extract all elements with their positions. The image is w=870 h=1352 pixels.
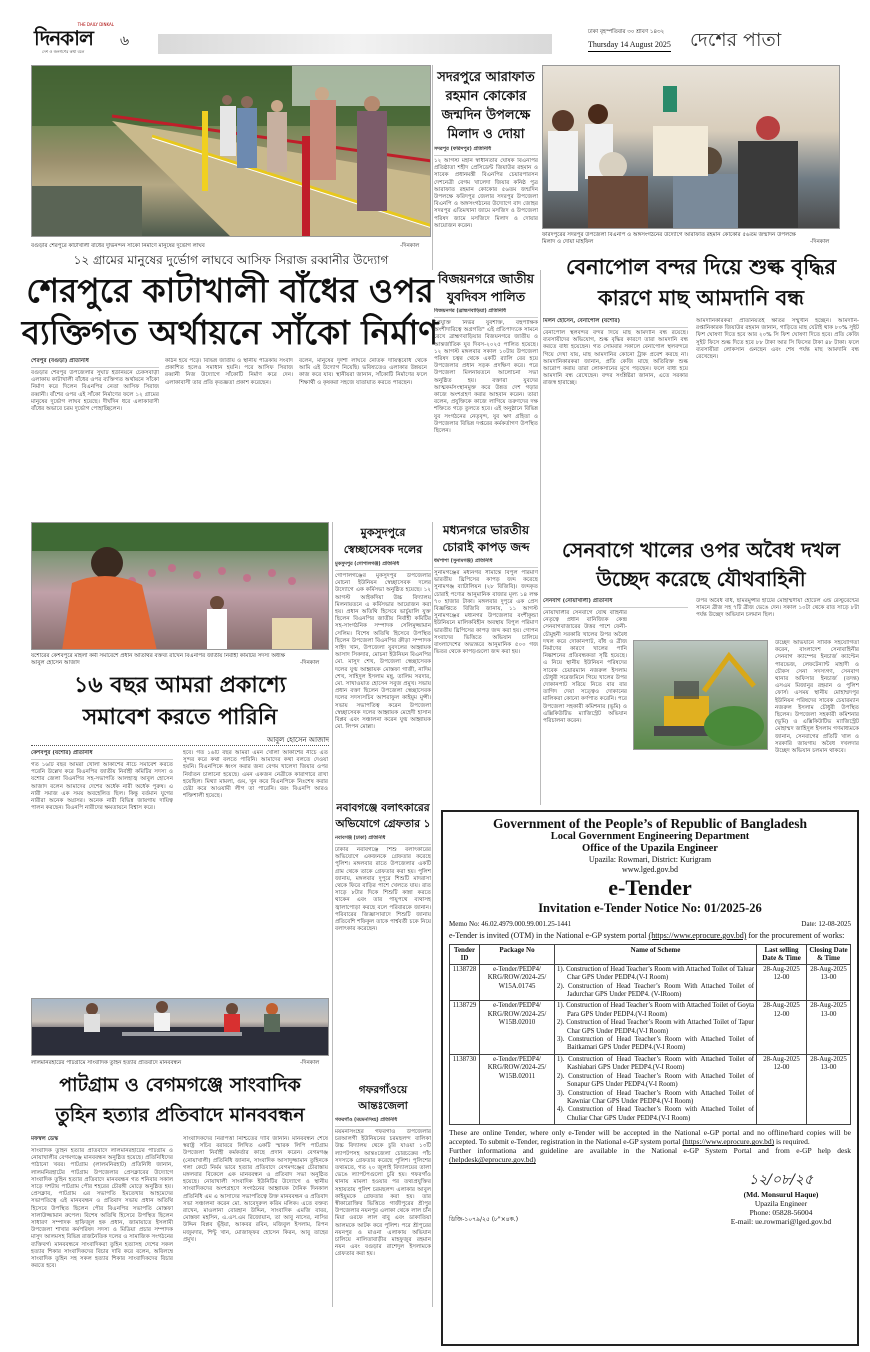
date-bangla: ঢাকা বৃহস্পতিবার ৩০ শ্রাবণ ১৪৩২ <box>588 29 665 35</box>
scheme-item: 2). Construction of Head Teacher’s Room with Attached Toilet of Tapur Char GPS Under PEDP4.(V-I Room) <box>557 1019 754 1035</box>
masthead-band <box>158 34 552 54</box>
signer-name: (Md. Monsurul Haque) <box>743 1190 819 1200</box>
eprocure-link-2[interactable]: (https://www.eprocure.gov.bd) <box>682 1137 775 1147</box>
rally-illustration <box>32 523 329 650</box>
signature-block <box>711 1170 851 1226</box>
excavator-photo <box>633 640 768 750</box>
senbag-byline: সেনবাগ (নোয়াখালী) প্রতিনিধি <box>543 598 688 608</box>
package-no-cell: e-Tender/PEDP4/ KRG/ROW/2024-25/ W15B.02011 <box>480 1054 555 1124</box>
benapole-headline-1: বেনাপোল বন্দর দিয়ে শুল্ক বৃদ্ধির <box>565 255 837 279</box>
header-last-selling: Last selling Date & Time <box>757 945 807 965</box>
header-package-no: Package No <box>480 945 555 965</box>
eprocure-link[interactable]: (https://www.eprocure.gov.bd) <box>648 931 747 940</box>
tender-location: Upazila: Rowmari, District: Kurigram <box>588 855 712 864</box>
ad-code: ডিজি-১০৭৯/২৫ (৮"×৪ক.) <box>449 1216 519 1224</box>
mukshudpur-body: গোপালগঞ্জের মুকসুদপুর উপজেলার মোচনা ইউনিয়ন স্বেচ্ছাসেবক দলের উদ্যোগে এক কর্মিসভা অনুষ্ঠিত হয়েছে। ১২ আগস্ট আইকদিয়া উচ্চ বিদ্যালয় মিলনায়তনে এ কর্মিসভার আয়োজন করা হয়। প্রধান অতিথি হিসেবে ভার্চুয়ালি যুক্ত ছিলেন বিএনপির জাতীয় নির্বাহী কমিটির সহ-সাংগঠনিক সম্পাদক সেলিমুজ্জামান সেলিম। বিশেষ অতিথি হিসেবে উপস্থিত ছিলেন উপজেলা বিএনপির ক্রীড়া সম্পাদক সাইদ খান, উপজেলা যুবদলের আহ্বায়ক আসাদ সিকদার, মোচনা ইউনিয়ন বিএনপির মো. মাসুদ শেখ, উপজেলা স্বেচ্ছাসেবক দলের যুগ্ম আহ্বায়ক মোস্তফা গাজী, নাদিম শেখ, সাহিদুল ইসলাম মন্নু, তালিম সরদার, মো. সাখাওয়াত হোসেন সবুজ প্রমুখ। সভায় প্রধান বক্তা ছিলেন উপজেলা স্বেচ্ছাসেবক দলের সদস্যসচিব আশরাফুল কাইয়ুম মুন্সী। সভায় সভাপতিত্ব করেন উপজেলা স্বেচ্ছাসেবক দলের আহ্বায়ক মেহেদী হাসান বিপ্লব এবং সঞ্চালনা করেন যুগ্ম আহ্বায়ক মো. লিপন মোল্লা। <box>335 573 431 731</box>
page-number: ৬ <box>120 33 130 49</box>
sherpur-body-col2: কঠিন হয়ে পড়ে। বিভিন্ন জাতীয় ও স্থানীয় পত্রিকায় সংবাদ প্রকাশিত হলেও সমাধান হয়নি। পরে আসিফ সিরাজ রব্বানী নিজ উদ্যোগে সাঁকোটি নির্মাণ করে দেন। এলাকাবাসী তার প্রতি কৃতজ্ঞতা প্রকাশ করেছেন। <box>165 358 293 386</box>
bijoynagar-byline: বিজয়নগর (ব্রাহ্মণবাড়িয়া) প্রতিনিধি <box>434 308 538 318</box>
patgram-body-col2: সাংবাদিকদের নিরাপত্তা নিশ্চিতের দাবি জানান। মানববন্ধন শেষে স্বরাষ্ট্র সচিব বরাবরে লিখিত একটি স্মারক লিপি পাটগ্রাম উপজেলা নির্বাহী কর্মকর্তার কাছে প্রদান করেন। বেগমগঞ্জ (নোয়াখালী) প্রতিনিধি জানান, সাংবাদিক আসাদুজ্জামান তুহিনকে গলা কেটে নির্মম ভাবে হত্যার প্রতিবাদে বেগমগঞ্জের চৌরাস্তায় মঙ্গলবার বিকেলে এক মানববন্ধন ও প্রতিবাদ সভা অনুষ্ঠিত হয়েছে। নোয়াখালী সাংবাদিক ইউনিটির উদ্যোগে ও স্থানীয় সাংবাদিকদের অংশগ্রহণে সংগঠনের আহ্বায়ক দৈনিক দিনকাল প্রতিনিধি এম এ আসাদের সভাপতিত্বে উক্ত মানববন্ধন ও প্রতিবাদ সভা সঞ্চালনা করেন মো. আবেদুরুল করিম মলিক। এতে বক্তব্য রাখেন, মাওলানা বোরহান উদ্দিন, সাংবাদিক এমজি বাবর, মোস্তফা মহসিন, এ.এস.এম রিজোয়ান, তা আবু নাসের, নাসির উদ্দিন বিপ্লব ভূঁইয়া, আকবর রবিন, মজিবুল ইসলাম, রিপন মজুমদার, শিন্টু খান, মোজাফ্ফর হোসেন কিরন, আবু তাহের প্রমুখ। <box>183 1136 328 1243</box>
benapole-headline-2: কারণে মাছ আমদানি বন্ধ <box>597 286 805 310</box>
tender-memo: Memo No: 46.02.4979.000.99.001.25-1441 <box>449 920 572 928</box>
last-selling-cell: 28-Aug-2025 12-00 <box>757 964 807 1001</box>
bridge-photo <box>31 65 431 237</box>
helpdesk-email-link[interactable]: (helpdesk@eprocure.gov.bd) <box>449 1155 536 1165</box>
sherpur-headline-2: ব্যক্তিগত অর্থায়নে সাঁকো নির্মাণ <box>21 313 439 352</box>
rally-photo-credit: -দিনকাল <box>300 660 320 666</box>
tender-row <box>450 1054 851 1124</box>
sherpur-kicker: ১২ গ্রামের মানুষের দুর্ভোগ লাঘবে আসিফ সিরাজ রব্বানীর উদ্যোগ <box>73 253 389 267</box>
last-selling-cell: 28-Aug-2025 12-00 <box>757 1054 807 1124</box>
patgram-illustration <box>32 999 329 1056</box>
excavator-illustration <box>634 641 768 750</box>
gafargaon-body: ময়মনসিংহের গফরগাঁও উপজেলার চরআলগী ইউনিয়নের চরমছলন্দ বালিকা উচ্চ বিদ্যালয় থেকে চুরি যাওয়া ১৩টি ল্যাপটপসহ আন্তঃজেলা চোরচক্রের পাঁচ সদস্যকে গ্রেফতার করেছে পুলিশ। পুলিশের তথ্যমতে, গত ২০ জুলাই বিদ্যালয়ের তালা ভেঙে ল্যাপটপগুলো চুরি হয়। গফরগাঁও থানায় মামলা হওয়ার পর তথ্যপ্রযুক্তির সহায়তায় পুলিশ চরমছলন্দ এলাকার আবুল কাইয়ুমকে গ্রেফতার করা হয়। তার স্বীকারোক্তির ভিত্তিতে গাজীপুরের শ্রীপুর উপজেলার নয়নপুর এলাকা থেকে লাল চাঁন মিয়া ওরফে লাল বাবু এবং ডাকাতিয়া আলমকে আটক করে পুলিশ। পরে শ্রীপুরের নয়নপুর ও মাওনা এলাকায় অভিযান চালিয়ে নালিতাবাড়ীর মাহফুজুর রহমান নয়ন এবং বগুড়ার রাশেদুল ইসলামকে গ্রেফতার করা হয়। <box>335 1129 431 1258</box>
patgram-photo <box>31 998 329 1056</box>
column-rule <box>432 522 433 1307</box>
signer-email[interactable]: E-mail: ue.rowmari@lged.gov.bd <box>730 1217 832 1227</box>
tender-memo-row <box>449 920 851 929</box>
nawabganj-body: ঢাকার নবাবগঞ্জে শিশু বলাৎকারের অভিযোগে একজনকে গ্রেফতার করেছে পুলিশ। মঙ্গলবার রাতে উপজেলার একটি গ্রাম থেকে তাকে গ্রেফতার করা হয়। পুলিশ জানায়, মঙ্গলবার দুপুরে শিশুটি মাদরাসা থেকে ফিরে বাড়ির পাশে খেলতে যায়। রাত সাড়ে ৮টার দিকে শিশুটি কান্না করতে থাকেন এবং তার পায়ুপথে ব্যথাসহ জ্বালাপোড়া করছে বলে পরিবারকে জানান। পরিবারের জিজ্ঞাসাবাদে শিশুটি জানায় প্রতিবেশি শফিকুল তাকে পার্শ্ববর্তী চকে নিয়ে বলাৎকার করেছেন। <box>335 847 431 933</box>
madhyanagar-body: সুনামগঞ্জের মধ্যনগর সীমান্তে বিপুল পরিমাণ ভারতীয় থ্রিপিসের কাপড় জব্দ করেছে সুনামগঞ্জ ব্যাটালিয়ন (২৮ বিজিবি)। জব্দকৃত চোরাই পণ্যের আনুমানিক বাজার মূল্য ১৪ লক্ষ ৭০ হাজার টাকা। মঙ্গলবার দুপুরে এক প্রেস বিজ্ঞপ্তিতে বিজিবি জানায়, ১১ আগস্ট সুনামগঞ্জের মধ্যনগর উপজেলার বংশীকুন্ডা ইউনিয়নে মালিকবিহীন অবস্থায় বিপুল পরিমাণ ভারতীয় থ্রিপিসের কাপড় জব্দ করা হয়। গোপন সংবাদের ভিত্তিতে অভিযান চালিয়ে বাংলাদেশের অভ্যন্তরে আনুমানিক ৫০০ গজ ভিতর থেকে কাপড়গুলো জব্দ করা হয়। <box>434 570 538 656</box>
tender-id-cell: 1138730 <box>450 1054 480 1124</box>
milad-illustration <box>543 66 840 229</box>
milad-photo <box>542 65 840 229</box>
date-english: Thursday 14 August 2025 <box>588 40 671 52</box>
sadarpur-byline: সদরপুর (ফরিদপুর) প্রতিনিধি <box>434 146 538 156</box>
madhyanagar-byline: ধর্মপাশা (সুনামগঞ্জ) প্রতিনিধি <box>434 558 538 568</box>
scheme-item: 1). Construction of Head Teacher’s Room with Attached Toilet of Kashiabari GPS Under PEDP4.(V-I Room) <box>557 1055 754 1072</box>
patgram-body-col1: সাংবাদিক তুহিন হত্যার প্রতিবাদে লালমনিরহাটের পাটগ্রাম ও নোয়াখালীর বেগমগঞ্জে মানববন্ধন অনুষ্ঠিত হয়েছে। প্রতিনিধিদের পাঠানো খবর। পাটগ্রাম (লালমনিরহাট) প্রতিনিধি জানান, লালমনিরহাটের পাটগ্রাম উপজেলার প্রেসক্লাবের উদ্যোগে সাংবাদিক তুহিন হত্যার প্রতিবাদে মানববন্ধন গত শনিবার সকাল সাড়ে দশটায় পাটগ্রাম পৌর শহরের চৌরঙ্গী মোড়ে অনুষ্ঠিত হয়। প্রেসক্লাব, পাটগ্রাম এর সভাপতি ইমতেখার আহমেদের সভাপতিত্বে এই মানববন্ধন ও প্রতিবাদ সভায় প্রধান অতিথি হিসেবে উপস্থিত ছিলেন পৌর বিএনপির সভাপতি মোস্তফা সালাউজ্জামান রুপেল। বিশেষ অতিথি হিসেবে উপস্থিত ছিলেন সাধারণ সম্পাদক হাফিজুল হক প্রধান, জামায়াতে ইসলামী উপজেলা শাখার কর্মপরিষদ সদস্য ও মিডিয়া প্রচার সম্পাদক মাসুদ আলমসহ বিভিন্ন রাজনৈতিক দলের ও সামাজিক সংগঠনের ব্যক্তিবর্গ। মানববন্ধনে সাংবাদিকরা তুহিন হত্যাসহ দেশের সকল হত্যার শিকার সাংবাদিকদের বিচার দাবি করে বলেন, অবিলম্বে সাংবাদিক তুহিন সহ সকল হত্যার শিকার সাংবাদিকদের বিচার করতে হবে। <box>31 1148 173 1270</box>
sherpur-byline: শেরপুর (বগুড়া) প্রতিনিধি <box>31 358 159 368</box>
mukshudpur-headline: মুকসুদপুরে স্বেচ্ছাসেবক দলের <box>343 526 423 556</box>
closing-cell: 28-Aug-2025 13-00 <box>807 964 851 1001</box>
senbag-body-col3: উচ্ছেদ অভিযানে সার্বিক সহযোগিতা করেন, বাংলাদেশ সেনাবাহিনীর সেনবাগ ক্যাম্পের ইনচার্জ ক্যাপ্টেন পারভেজ, লেফটেন্যান্ট মাহাদী ও চৌকস সেনা সদস্যগণ, সেনবাগ থানার অফিসার ইনচার্জ (তদন্ত) এসএম মিজানুর রহমান ও পুলিশ ফোর্স। এসময় স্থানীয় মোহাম্মদপুর ইউনিয়ন পরিষদের সাবেক চেয়ারম্যান নজরুল ইসলাম চৌধুরী উপস্থিত ছিলেন। উপজেলা সহকারী কমিশনার (ভূমি) ও এক্সিকিউটিভ ম্যাজিস্ট্রেট মোহাম্মদ জাহিদুল ইসলাম গণমাধ্যমকে জানান, সেনবাগের প্রতিটি খাল ও সরকারি জায়গায় অবৈধ দখলদার উচ্ছেদ অভিযান চলমান থাকবে। <box>775 640 859 755</box>
logo-english: THE DAILY DINKAL <box>77 22 114 27</box>
signature-date: ১২/০৮/২৫ <box>749 1172 813 1189</box>
logo-text: দিনকাল <box>34 26 93 50</box>
scheme-item: 2). Construction of Head Teacher’s Room with Attached Toilet of Sonapur GPS Under PEDP4.(V-I Room) <box>557 1072 754 1089</box>
rally-photo-caption: যশোরের কেশবপুরে মহিলা কর্মী সমাবেশে প্রধান অতিথির বক্তব্য রাখেন বিএনপির জাতীয় নির্বাহী কমিটির সদস্য অধ্যক্ষ আবুল হোসেন আজাদ <box>31 653 286 666</box>
section-title: দেশের পাতা <box>690 29 782 51</box>
tender-table <box>449 944 851 1125</box>
tender-note2-text: Further informationa and guideline are available in the National e-GP System Portal and from e-GP help desk <box>449 1146 851 1156</box>
scheme-item: 2). Construction of Head Teacher’s Room With Attached Toilet of Jadurchar GPS Under PEDP4. (V-IRoom) <box>557 982 754 999</box>
madhyanagar-headline: মধ্যনগরে ভারতীয় চোরাই কাপড় জব্দ <box>442 523 530 554</box>
rally-author <box>31 735 329 746</box>
tender-note1-text: These are online Tender, where only e-Tender will be accepted in the National e-GP portal and no offline/hard copies will be accepted. To submit e-Tender, registration in the National e-GP system portal <box>449 1128 851 1147</box>
bijoynagar-body: "প্রযুক্তি নির্ভর যুবশক্তি, বহুপাক্ষিক অংশীদারিত্বে অগ্রগতি" এই প্রতিপাদ্যকে সামনে রেখে ব্রাহ্মণবাড়িয়ার বিজয়নগরে জাতীয় ও আন্তর্জাতিক যুব দিবস-২০২৫ পালিত হয়েছে। ১২ আগস্ট মঙ্গলবার সকাল ১০টায় উপজেলা পরিষদ চত্বর থেকে একটি র‍্যালি বের হয়ে উপজেলার প্রধান সড়ক প্রদক্ষিণ করে। পরে উপজেলা মিলনায়তনে আলোচনা সভা অনুষ্ঠিত হয়। বক্তারা যুবদের আত্মকর্মসংস্থানমুক্ত করে উন্নত দেশ গড়ার কাজে অংশগ্রহণ করার আহবান করেন। তারা বলেন, প্রযুক্তিকে কাজে লাগিয়ে তরুণদের দক্ষ শক্তিতে গড়ে তুলতে হবে। এই অনুষ্ঠানে বিভিন্ন যুব সংগঠনের নেতৃবৃন্দ, যুব ঋণ গ্রহিতা ও উপজেলার বিভিন্ন দপ্তরের কর্মকর্তাগণ উপস্থিত ছিলেন। <box>434 320 538 435</box>
closing-cell: 28-Aug-2025 13-00 <box>807 1054 851 1124</box>
scheme-item: 3). Construction of Head Teacher’s Room with Attached Toilet of Kawniar Char GPS Under PEDP4.(V-I Room) <box>557 1089 754 1105</box>
senbag-headline-2: উচ্ছেদ করেছে যৌথবাহিনী <box>596 567 806 591</box>
rally-body-col1: গত ১৬টি বছর আমরা খোলা আকাশের নীচে সমাবেশ করতে পরেনি উল্লেখ করে বিএনপির জাতীয় নির্বাহী কমিটির সদস্য ও যশোর জেলা বিএনপির সহ-সভাপতি আলহাজ্ব আবুল হোসেন আজাদ বলেন আমাদের দেশের অর্ধেক নারী অর্ধেক পুরুষ। এ নারী সমাজ এক সময় অবহেলিত ছিল। কিন্তু বর্তমান যুগের নারীরা অনেক অগ্রসর। অনেক নারী বিভিন্ন জায়গায় দায়িত্ব পালন করছেন। বিএনপি নারীদের ক্ষমতায়নে বিশ্বাস করে। <box>31 762 173 812</box>
scheme-item: 1). Construction of Head Teacher’s Room with Attached Toilet of Goyta Para GPS Under PEDP4.(V-I Room) <box>557 1002 754 1018</box>
bridge-photo-caption: বগুড়ার শেরপুরে কাটাখালী বাঁধের দুর্ভিনন্দন সাঁকো নির্মাণে মানুষের দুর্ভোগ লাঘব <box>31 243 205 249</box>
milad-photo-credit: -দিনকাল <box>810 239 830 245</box>
sherpur-headline-1: শেরপুরে কাটাখালী বাঁধের ওপর <box>26 271 434 310</box>
tender-row <box>450 964 851 1001</box>
tender-footer <box>449 1170 851 1226</box>
benapole-body-col1: বেনাপোল স্থলবন্দর বন্দর দিয়ে মাছ আমদানি বন্ধ রয়েছে। ব্যবসায়ীদের অভিযোগ, শুল্ক বৃদ্ধির কারণে তারা আমদানি বন্ধ করতে বাধ্য হয়েছেন। গত সোমবার সকালে বেনাপোল স্থলবন্দরে গিয়ে দেখা যায়, মাছ আমদানির কোনো ট্রাক প্রবেশ করছে না। আমদানিকারকরা জানান, প্রতি কেজি মাছে অতিরিক্ত শুল্ক আরোপ করায় তারা লোকসানের মুখে পড়ছেন। ফলে বাধ্য হয়ে আমদানি বন্ধ রেখেছেন। বন্দর সংশ্লিষ্টরা জানান, এতে সরকার রাজস্ব হারাচ্ছে। <box>543 330 688 387</box>
tender-gov-title: Government of the People’s of Republic of Bangladesh <box>492 816 808 831</box>
senbag-body-col2: উপর অবৈধ বাঁধ, ছমিরমুন্সীর হাটের মোহাম্মদীয়া হোটেল এন্ড রেস্টুরেন্টের সামনে ব্রীজ সহ ৭টি ব্রীজ ভেঙে দেন। সকাল ১০টা থেকে রাত সাড়ে ৮টা পর্যন্ত উচ্ছেদ অভিযান চলমান ছিল। <box>696 598 859 619</box>
scheme-cell <box>555 1001 757 1054</box>
header-scheme: Name of Scheme <box>555 945 757 965</box>
bridge-illustration <box>32 66 431 237</box>
tender-dept: Local Government Engineering Department <box>550 831 750 842</box>
tender-intro <box>449 931 851 941</box>
patgram-photo-credit: -দিনকাল <box>300 1060 320 1066</box>
tender-note-1 <box>449 1128 851 1146</box>
tender-title: e-Tender <box>608 875 692 900</box>
gafargaon-headline: গফরগাঁওয়ে আন্তঃজেলা <box>358 1084 408 1112</box>
column-rule <box>332 522 333 1307</box>
scheme-cell <box>555 1054 757 1124</box>
header-closing: Closing Date & Time <box>807 945 851 965</box>
tender-website[interactable]: www.lged.gov.bd <box>621 865 679 874</box>
bijoynagar-headline: বিজয়নগরে জাতীয় যুবদিবস পালিত <box>437 271 535 304</box>
senbag-body-col3b <box>633 754 768 804</box>
sherpur-body-col3: বলেন, মানুষের দুর্দশা লাঘবে নৈতিক দায়িত্ববোধ থেকে আমি এই উদ্যোগ নিয়েছি। ভবিষ্যতেও এলাকার উন্নয়নে কাজ করে যাব। স্থানীয়রা জানান, সাঁকোটি নির্মাণের ফলে শিক্ষার্থী ও কৃষকরা সহজে যাতায়াত করতে পারছেন। <box>299 358 427 386</box>
closing-cell: 28-Aug-2025 13-00 <box>807 1001 851 1054</box>
rally-photo <box>31 522 329 650</box>
tender-intro-text-end: for the procurement of works: <box>746 931 845 940</box>
scheme-cell <box>555 964 757 1001</box>
scheme-item: 4). Construction of Head Teacher’s Room with Attached Toilet of Chuliar Char GPS Under PEDP4.(V-I Room) <box>557 1106 754 1122</box>
sadarpur-body: ১২ আগস্ট মহান স্বাধীনতার ঘোষক বিএনপির প্রতিষ্ঠাতা শহীদ প্রেসিডেন্ট জিয়াউর রহমান ও সাবেক প্রধানমন্ত্রী বিএনপির চেয়ারপারসন দেশনেত্রী বেগম খালেদা জিয়ার কনিষ্ঠ পুত্র আরাফাত রহমান কোকোর ৫৬তম জন্মদিন উপলক্ষে ফরিদপুর জেলার সদরপুর উপজেলা বিএনপি ও অঙ্গসংগঠনের উদ্যোগে বাদ জোহর সদরপুর এতিমখানা জামে মসজিদ ও উপজেলা পরিষদ জামে মসজিদে মিলাদ ও দোয়ার আয়োজন করেন। <box>434 158 538 229</box>
signer-phone: Phone: 05828-56004 <box>749 1208 813 1218</box>
nawabganj-headline: নবাবগঞ্জে বলাৎকারের অভিযোগে গ্রেফতার ১ <box>335 802 431 830</box>
mukshudpur-byline: মুকসুদপুর (গোপালগঞ্জ) প্রতিনিধি <box>335 561 431 571</box>
sadarpur-headline: সদরপুরে আরাফাত রহমান কোকোর জন্মদিন উপলক্ষে মিলাদ ও দোয়া <box>437 70 535 142</box>
patgram-byline: মফস্বল ডেস্ক <box>31 1136 173 1146</box>
senbag-headline-1: সেনবাগে খালের ওপর অবৈধ দখল <box>562 538 840 562</box>
e-tender-notice <box>441 810 859 1346</box>
rally-byline: কেশবপুর (যশোর) প্রতিনিধি <box>31 750 173 760</box>
scheme-item: 1). Construction of Head Teacher’s Room with Attached Toilet of Taluar Char GPS Under PEDP4.(V-I Room) <box>557 965 754 982</box>
patgram-photo-caption: লালমনিরহাটের পাটগ্রামে সাংবাদিক তুহিন হত্যার প্রতিবাদে মানববন্ধন <box>31 1060 182 1066</box>
signer-title: Upazila Engineer <box>754 1199 808 1209</box>
tender-date: Date: 12-08-2025 <box>801 920 851 928</box>
package-no-cell: e-Tender/PEDP4/ KRG/ROW/2024-25/ W15A.01745 <box>480 964 555 1001</box>
milad-photo-caption: ফরিদপুরের সদরপুর উপজেলা বিএনপি ও অঙ্গসংগঠনের উদ্যোগে আরাফাত রহমান কোকোর ৫৬তম জন্মদিন উপলক্ষে মিলাদ ও দোয়া মাহফিল <box>542 232 796 245</box>
package-no-cell: e-Tender/PEDP4/ KRG/ROW/2024-25/ W15B.02010 <box>480 1001 555 1054</box>
bridge-photo-credit: -দিনকাল <box>400 243 420 249</box>
tender-id-cell: 1138728 <box>450 964 480 1001</box>
tender-note-2 <box>449 1146 851 1164</box>
benapole-byline: মিলন হোসেন, বেনাপোল (যশোর) <box>543 318 688 328</box>
column-rule <box>432 65 433 270</box>
newspaper-logo <box>34 22 114 60</box>
benapole-body-col2: আমদানিকারকরা প্রতিনিয়তই ক্ষতির সম্মুখীন হচ্ছেন। আমদানি-রপ্তানিকারক জিয়াউর রহমান জানান, গাড়িতে মাছ যেটাই থাক ৮০% সুইট ফিশ ঘোষণা দিতে হবে আর ২০% সি ফিশ ঘোষণা দিতে হবে। প্রতি কেজি সুইট ফিসে শুল্ক দিতে হবে ৮৮ টাকা আর সি ফিসের টাকা ৪৮ টাকা। ফলে ব্যবসায়ীরা লোকসান গুনছেন এবং শেষ পর্যন্ত মাছ আমদানি বন্ধ রেখেছেন। <box>696 318 859 361</box>
patgram-headline-2: তুহিন হত্যার প্রতিবাদে মানববন্ধন <box>55 1104 305 1126</box>
tender-notice-no: Invitation e-Tender Notice No: 01/2025-26 <box>538 901 762 915</box>
senbag-body-col1: নোয়াখালীর সেনবাগে যৌথ বাহিনীর নেতৃত্বে প্রধান বানিজ্যিক কেন্দ্র সেনবাগবাজারের উত্তর পাশে ফেনী-চৌমুহনী সরকারি খালের উপর অবৈধ দখল করে দোকানপাট, বাঁধ ও ব্রীজ নির্মাণের কারণে খালের পানি নিষ্কাশনের প্রতিবন্ধকতা সৃষ্টি হয়েছে। এ নিয়ে স্থানীয় ইউনিয়ন পরিষদের সাবেক চেয়ারম্যান নজরুল ইসলাম চৌধুরী সরেজমিনে গিয়ে খালের উপর দোকানপাট সরিয়ে নিতে বার বার তাগিদ দেয়া সত্ত্বেও দোকানের মালিকরা কোনো কর্ণপাত করেনি। পরে উপজেলা সহকারী কমিশনার (ভূমি) ও এক্সিকিউটিভ ম্যাজিস্ট্রেট অভিযান পরিচালনা করেন। <box>543 610 627 725</box>
tender-intro-text: e-Tender is invited (OTM) in the National e-GP system portal <box>449 931 649 940</box>
tender-row <box>450 1001 851 1054</box>
rally-body-col2: হবে। গত ১৬টি বছর আমরা এমন খোলা আকাশের নীচে এত সুন্দর করে কথা বলতে পারিনি। আমাদের কথা বলতে দেওয়া হয়নি। বিএনপিকে ধ্বংস করার জন্য বেগম খালেদা জিয়ার ওপর নির্যাতন চালানো হয়েছে। এমন একজন নেত্রীকে কারাগারে রাখা হয়েছিল। মিথ্যা মামলা, গুম, খুন করে বিএনপিকে নিঃশেষ করার চেষ্টা করে আওয়ামী লীগ তা পারেনি। বরং বিএনপি আরও শক্তিশালী হয়েছে। <box>183 750 328 800</box>
tender-id-cell: 1138729 <box>450 1001 480 1054</box>
patgram-headline-1: পাটগ্রাম ও বেগমগঞ্জে সাংবাদিক <box>59 1074 301 1096</box>
last-selling-cell: 28-Aug-2025 12-00 <box>757 1001 807 1054</box>
logo-tagline: দেশ ও জনগণের কথা বলে <box>42 49 85 54</box>
scheme-item: 3). Construction of Head Teacher’s Room with Attached Toilet of Baitkamari GPS Under PEDP4.(V-I Room) <box>557 1036 754 1052</box>
sherpur-body-col1: বগুড়ার শেরপুর উপজেলার সুঘাট ইউনিয়নে চেকসবাড়ী এলাকায় কাটাখালী বাঁধের ওপর ব্যক্তিগত অর্থায়নে সাঁকো নির্মাণ করে দিলেন বিএনপির নেতা আসিফ সিরাজ রব্বানী। বাঁশের ওপর এই সাঁকো নির্মাণের ফলে ১২ গ্রামের মানুষের দুর্ভোগ লাঘব হয়েছে। দীর্ঘদিন ধরে এলাকাবাসী বাঁধের অভাবে চরম দুর্ভোগ পোহাচ্ছিলেন। <box>31 370 159 413</box>
rally-author-name: আবুল হোসেন আজাদ <box>266 736 329 744</box>
rally-headline-1: ১৬ বছর আমরা প্রকাশ্যে <box>73 673 287 698</box>
nawabganj-byline: নবাবগঞ্জ (ঢাকা) প্রতিনিধি <box>335 835 431 845</box>
header-tender-id: Tender ID <box>450 945 480 965</box>
tender-office: Office of the Upazila Engineer <box>582 843 718 854</box>
gafargaon-byline: গফরগাঁও (ময়মনসিংহ) প্রতিনিধি <box>335 1117 431 1127</box>
rally-headline-2: সমাবেশ করতে পারিনি <box>82 705 278 730</box>
column-rule <box>540 270 541 805</box>
tender-note1-end: is required. <box>774 1137 810 1147</box>
